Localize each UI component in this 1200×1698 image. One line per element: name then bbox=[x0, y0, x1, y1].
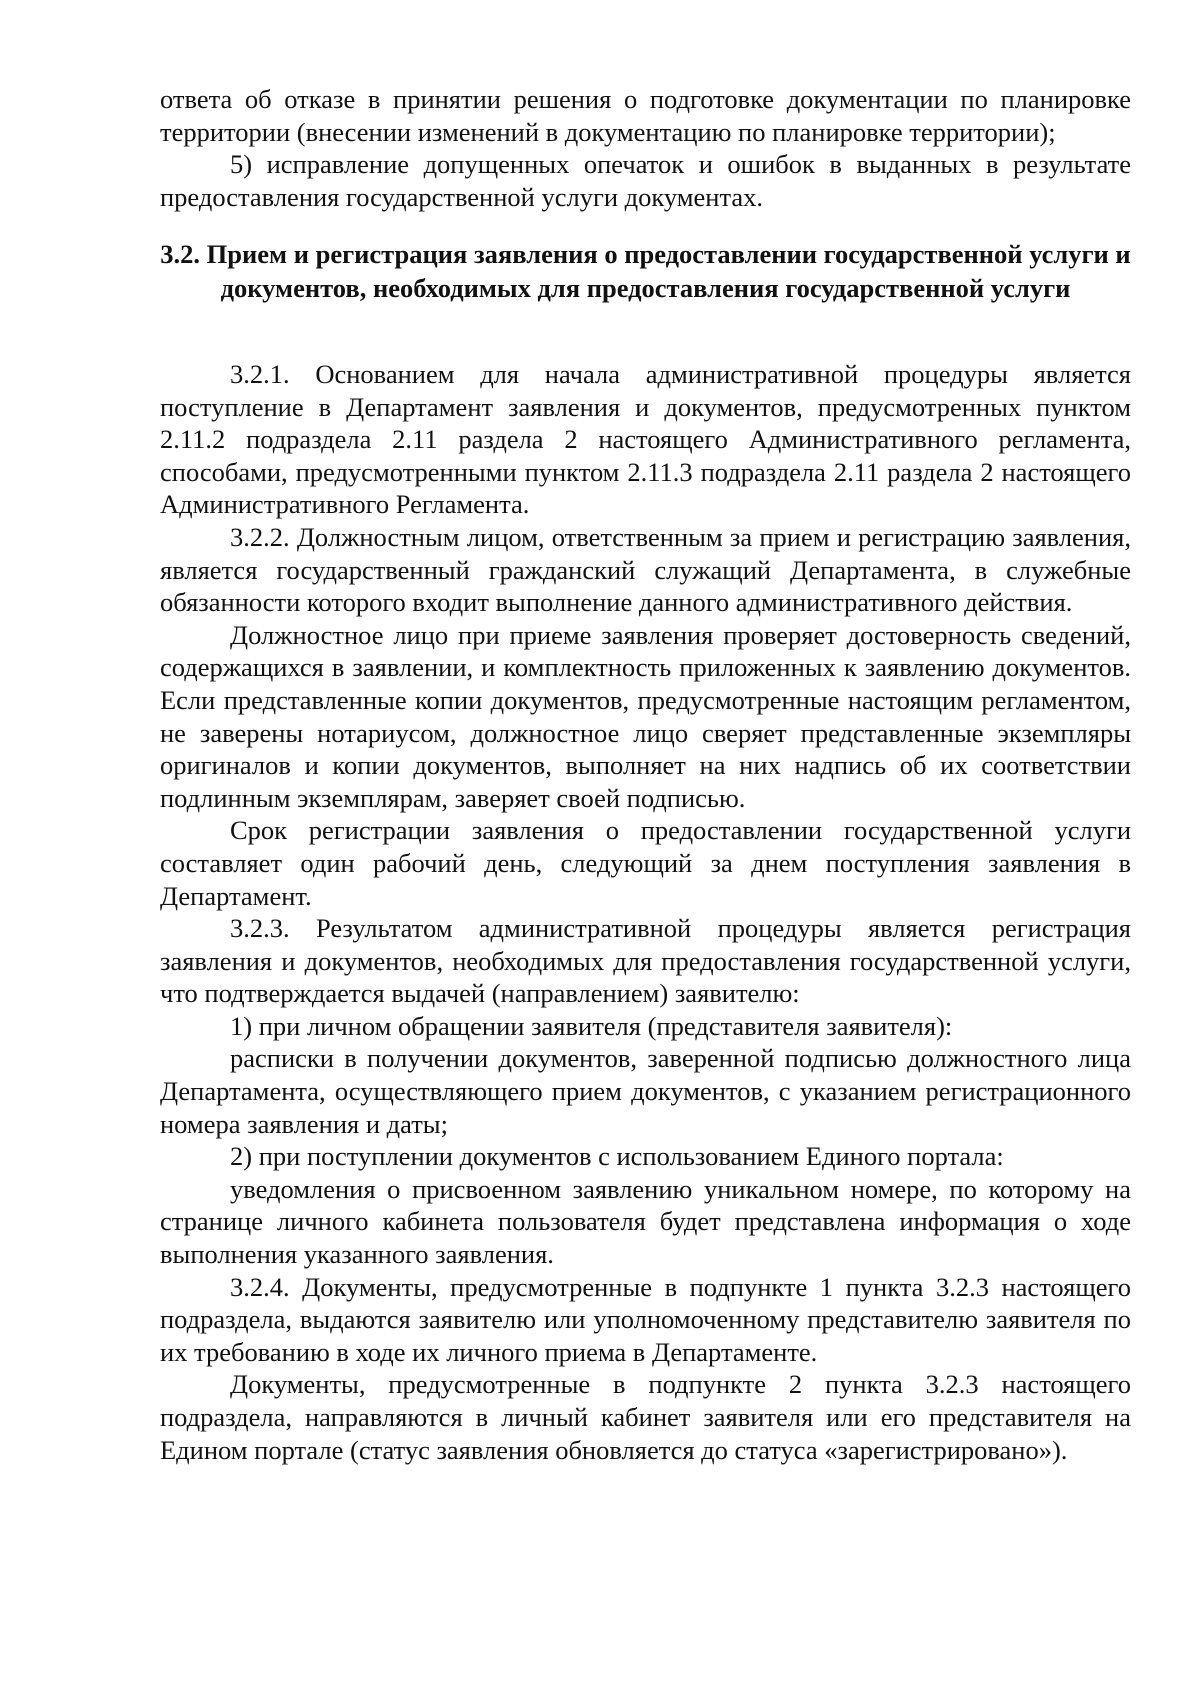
paragraph-3-2-4: 3.2.4. Документы, предусмотренные в подпункте 1 пункта 3.2.3 настоящего подраздела, выдаются заявителю или уполномоченному представителю заявителя по их требованию в ходе их личного приема в Департаменте. bbox=[160, 1271, 1131, 1367]
paragraph-notification: уведомления о присвоенном заявлению уникальном номере, по которому на странице личного кабинета пользователя будет представлена информация о ходе выполнения указанного заявления. bbox=[160, 1173, 1131, 1270]
section-heading: 3.2. Прием и регистрация заявления о предоставлении государственной услуги и документов, необходимых для предоставления государственной услуги bbox=[160, 239, 1131, 303]
paragraph-receipt: расписки в получении документов, заверенной подписью должностного лица Департамента, осуществляющего прием документов, с указанием регистрационного номера заявления и даты; bbox=[160, 1043, 1131, 1139]
paragraph-continuation: ответа об отказе в принятии решения о подготовке документации по планировке территории (внесении изменений в документацию по планировке территории); bbox=[160, 84, 1131, 147]
paragraph-portal-documents: Документы, предусмотренные в подпункте 2 пункта 3.2.3 настоящего подраздела, направляются в личный кабинет заявителя или его представителя на Едином портале (статус заявления обновляется до статуса «зарегистрировано»). bbox=[160, 1369, 1131, 1465]
paragraph-item-2: 2) при поступлении документов с использованием Единого портала: bbox=[230, 1141, 1004, 1172]
paragraph-item-1: 1) при личном обращении заявителя (представителя заявителя): bbox=[230, 1010, 953, 1041]
section-heading-block bbox=[160, 237, 1131, 305]
paragraph-registration-term: Срок регистрации заявления о предоставлении государственной услуги составляет один рабочий день, следующий за днем поступления заявления в Департамент. bbox=[160, 815, 1131, 911]
top-text-block bbox=[160, 83, 1131, 213]
paragraph-3-2-1: 3.2.1. Основанием для начала административной процедуры является поступление в Департамент заявления и документов, предусмотренных пунктом 2.11.2 подраздела 2.11 раздела 2 настоящего Административного регламента, способами, предусмотренными пунктом 2.11.3 подраздела 2.11 раздела 2 настоящего Административного Регламента. bbox=[160, 359, 1131, 520]
paragraph-item-5: 5) исправление допущенных опечаток и ошибок в выданных в результате предоставления государственной услуги документах. bbox=[160, 149, 1131, 212]
paragraph-3-2-2: 3.2.2. Должностным лицом, ответственным за прием и регистрацию заявления, является государственный гражданский служащий Департамента, в служебные обязанности которого входит выполнение данного административного действия. bbox=[160, 521, 1131, 618]
section-body bbox=[160, 358, 1131, 1466]
paragraph-official-check: Должностное лицо при приеме заявления проверяет достоверность сведений, содержащихся в заявлении, и комплектность приложенных к заявлению документов. Если представленные копии документов, предусмотренные настоящим регламентом, не заверены нотариусом, должностное лицо сверяет представленные экземпляры оригиналов и копии документов, выполняет на них надпись об их соответствии подлинным экземплярам, заверяет своей подписью. bbox=[160, 619, 1131, 813]
paragraph-3-2-3: 3.2.3. Результатом административной процедуры является регистрация заявления и документов, необходимых для предоставления государственной услуги, что подтверждается выдачей (направлением) заявителю: bbox=[160, 913, 1131, 1009]
